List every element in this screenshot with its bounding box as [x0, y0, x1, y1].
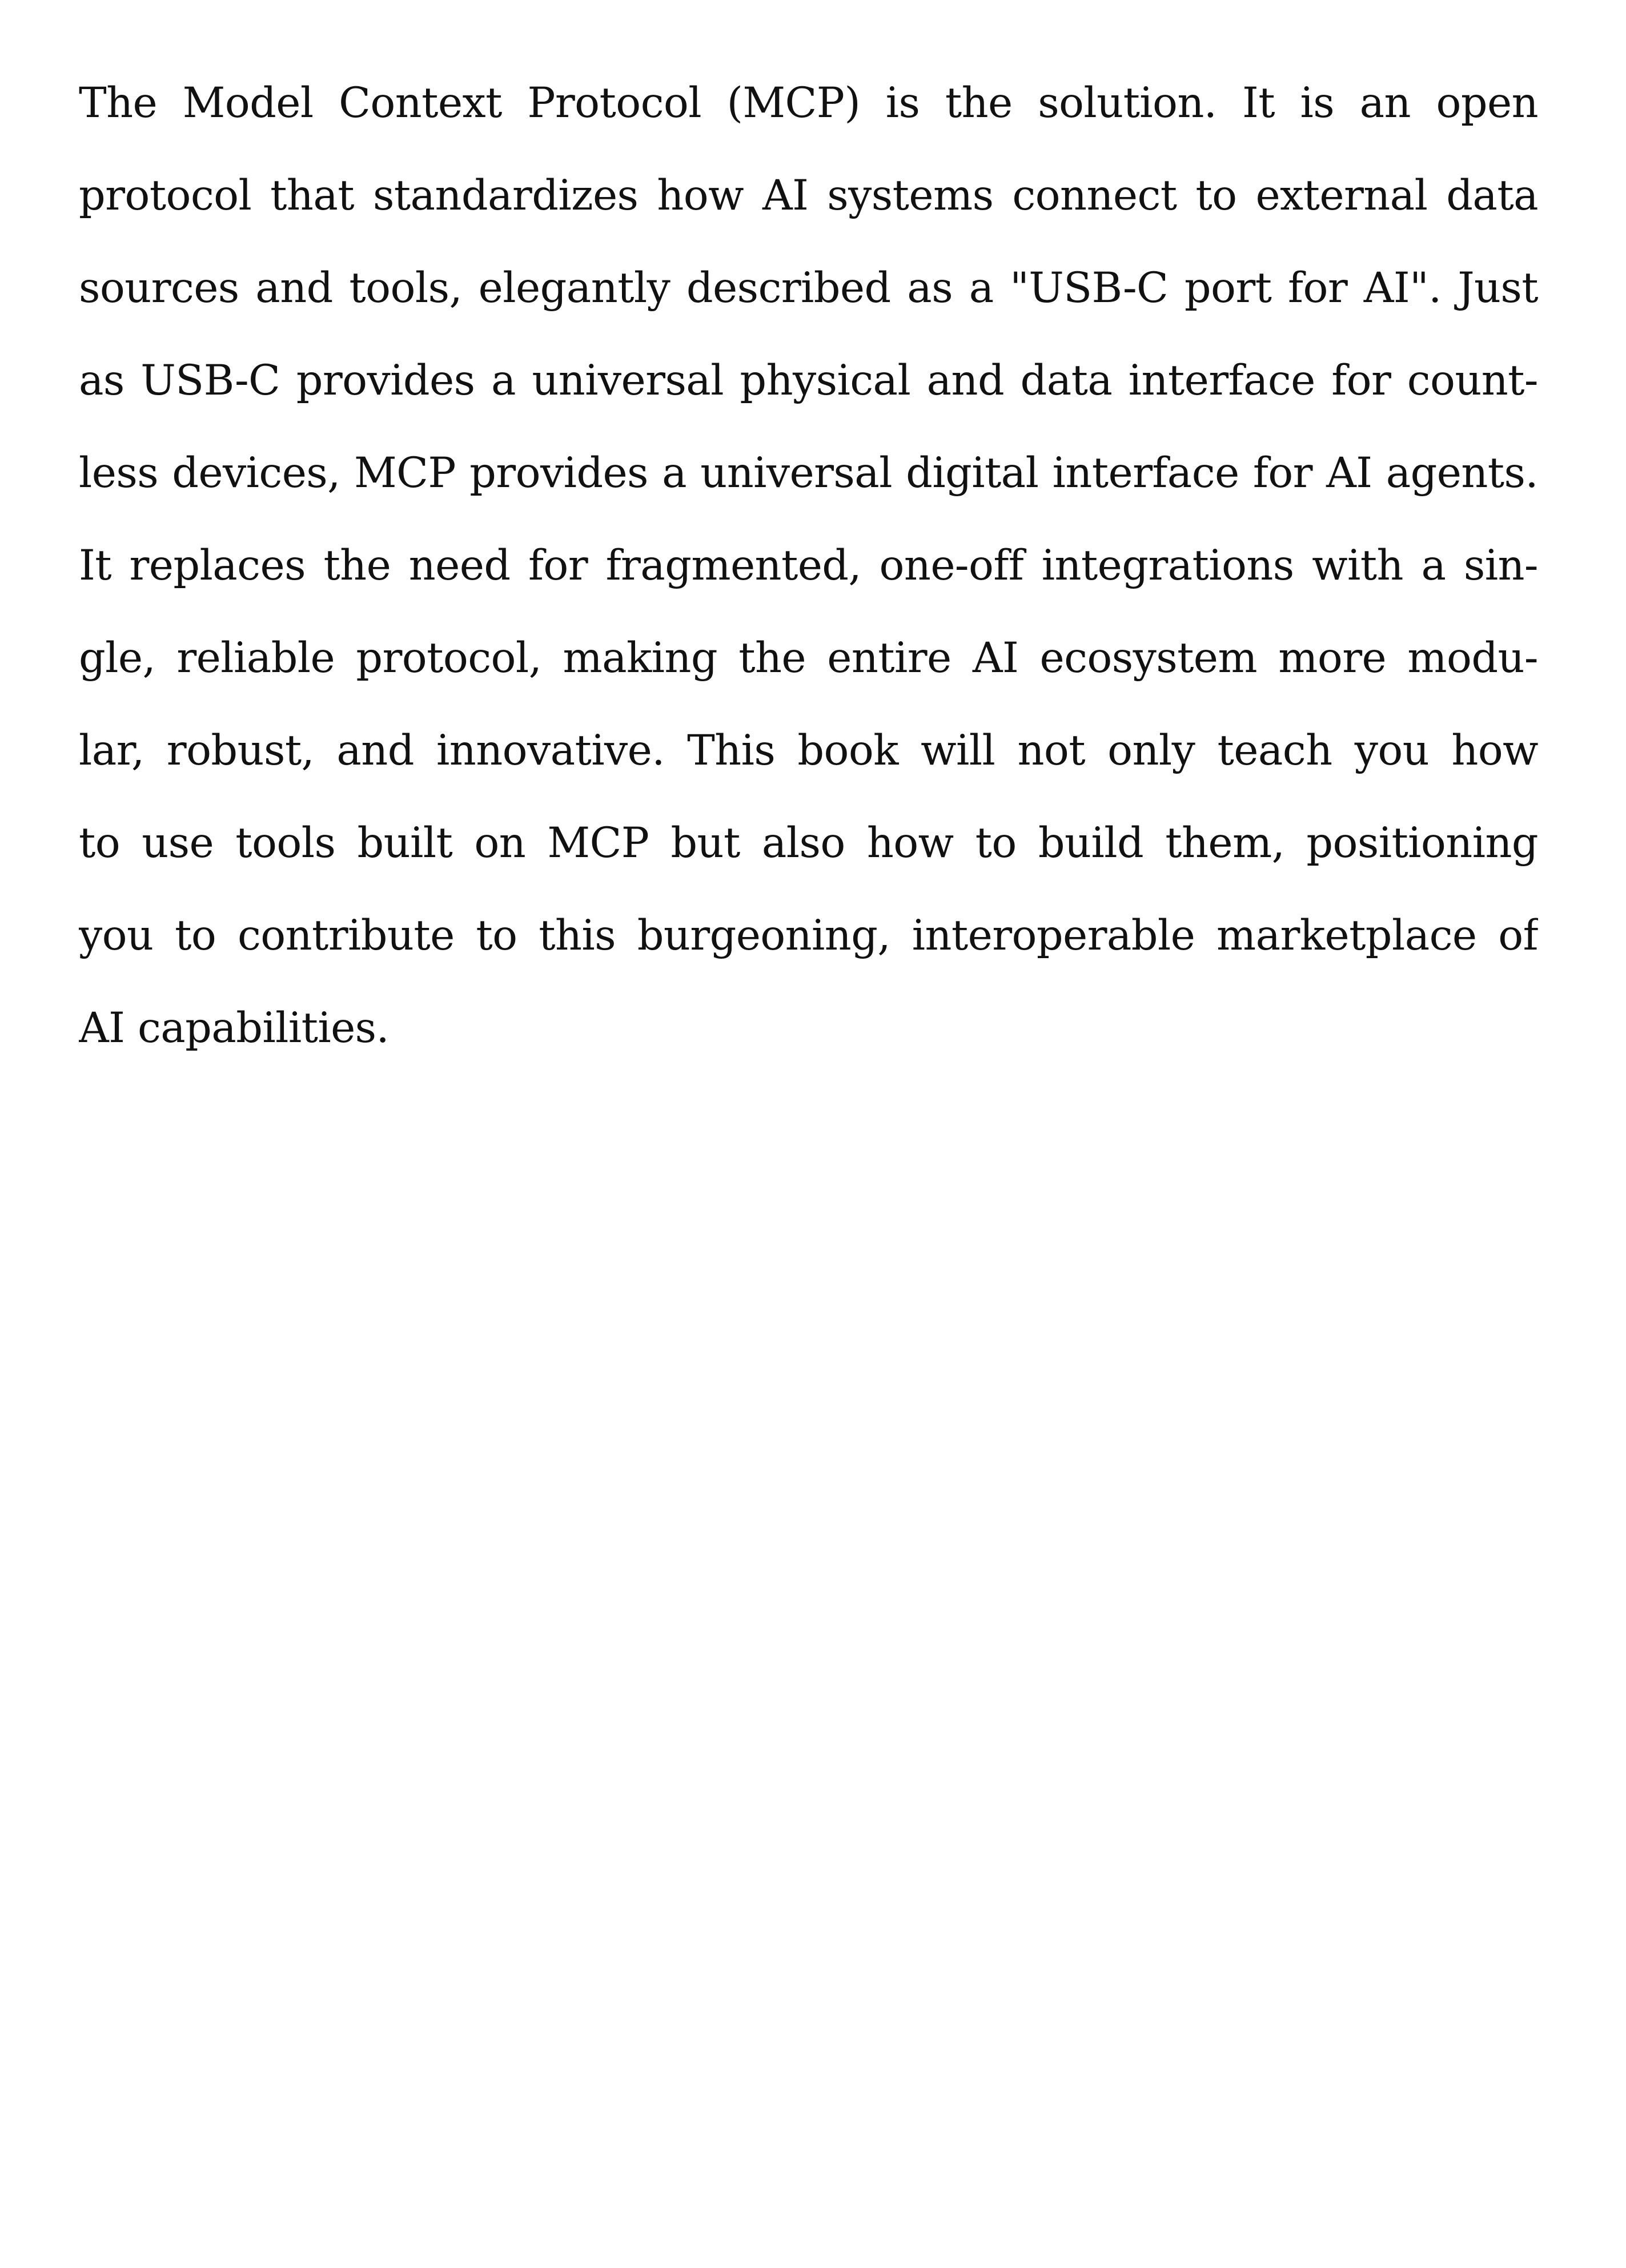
body-paragraph: [79, 57, 1538, 1075]
paragraph-line: as USB-C provides a universal physical and data interface for count-: [79, 356, 1538, 405]
paragraph-line: The Model Context Protocol (MCP) is the solution. It is an open: [79, 79, 1538, 127]
paragraph-line: to use tools built on MCP but also how to build them, positioning: [79, 819, 1538, 867]
paragraph-line: gle, reliable protocol, making the entire AI ecosystem more modu-: [79, 634, 1538, 682]
paragraph-line: less devices, MCP provides a universal digital interface for AI agents.: [79, 449, 1538, 497]
paragraph-line: sources and tools, elegantly described as a "USB-C port for AI". Just: [79, 264, 1538, 312]
paragraph-line-last: AI capabilities.: [79, 1004, 390, 1052]
paragraph-line: you to contribute to this burgeoning, interoperable marketplace of: [79, 911, 1538, 960]
paragraph-line: It replaces the need for fragmented, one-off integrations with a sin-: [79, 541, 1538, 590]
paragraph-line: protocol that standardizes how AI systems connect to external data: [79, 171, 1538, 220]
paragraph-line: lar, robust, and innovative. This book will not only teach you how: [79, 726, 1538, 775]
